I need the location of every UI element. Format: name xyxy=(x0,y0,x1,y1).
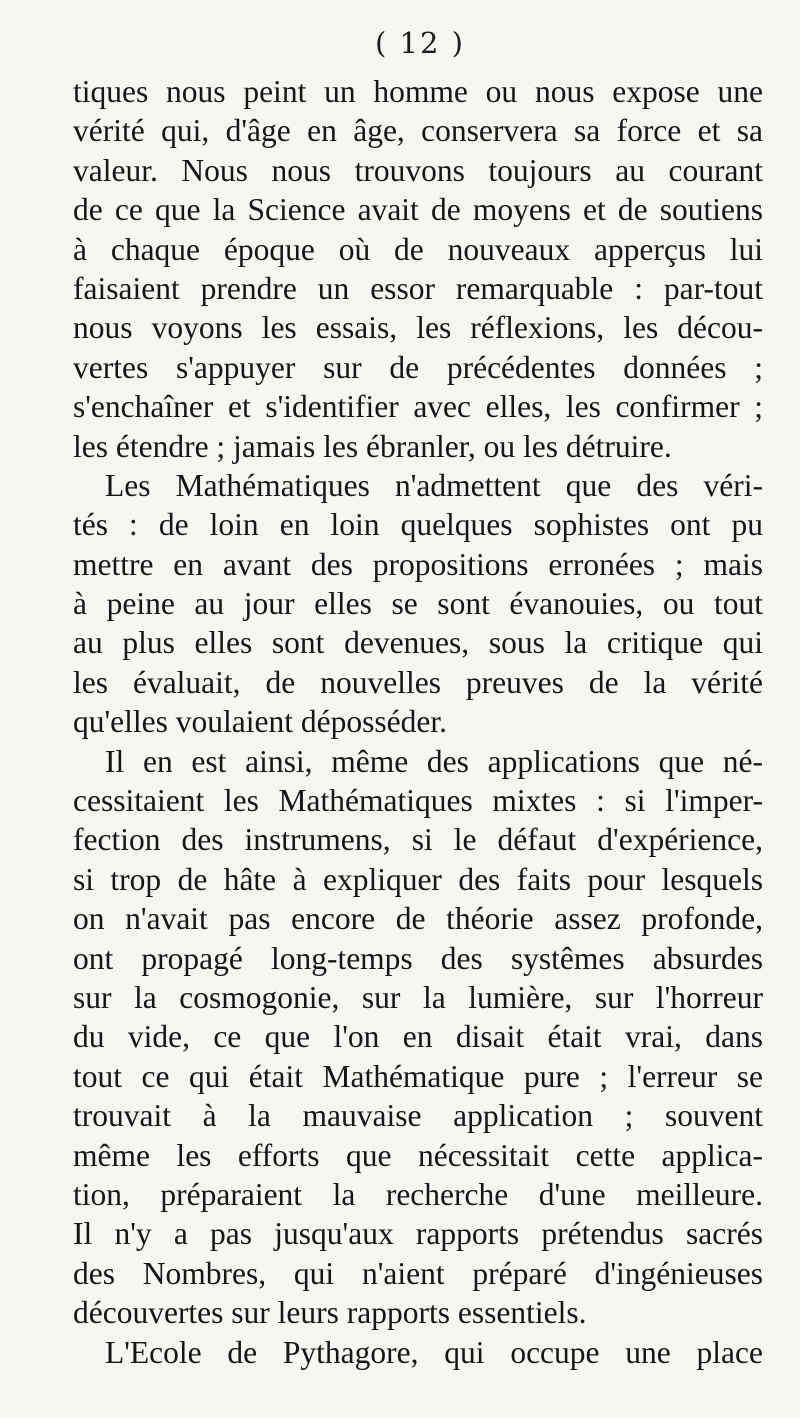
text-line: à peine au jour elles se sont évanouies, ou tout xyxy=(73,586,763,622)
text-line: au plus elles sont devenues, sous la critique qui xyxy=(73,625,763,661)
text-line: L'Ecole de Pythagore, qui occupe une place xyxy=(105,1334,763,1370)
text-line: Les Mathématiques n'admettent que des véri- xyxy=(105,467,763,503)
text-line: découvertes sur leurs rapports essentiels. xyxy=(73,1295,587,1331)
text-line: ont propagé long-temps des systêmes absurdes xyxy=(73,940,763,976)
text-line: tion, préparaient la recherche d'une meilleure. xyxy=(73,1176,763,1212)
text-line: fection des instrumens, si le défaut d'expérience, xyxy=(73,822,763,858)
text-line: qu'elles voulaient déposséder. xyxy=(73,704,447,740)
text-line: on n'avait pas encore de théorie assez profonde, xyxy=(73,901,763,937)
text-line: vertes s'appuyer sur de précédentes données ; xyxy=(73,349,763,385)
text-line: sur la cosmogonie, sur la lumière, sur l'horreur xyxy=(73,979,763,1015)
text-line: trouvait à la mauvaise application ; souvent xyxy=(73,1098,763,1134)
text-line: tés : de loin en loin quelques sophistes ont pu xyxy=(73,507,763,543)
text-line: vérité qui, d'âge en âge, conservera sa force et sa xyxy=(73,113,763,149)
text-line: faisaient prendre un essor remarquable : par-tout xyxy=(73,270,763,306)
text-line: tout ce qui était Mathématique pure ; l'erreur se xyxy=(73,1058,763,1094)
text-line: des Nombres, qui n'aient préparé d'ingénieuses xyxy=(73,1255,763,1291)
text-line: valeur. Nous nous trouvons toujours au courant xyxy=(73,152,763,188)
text-line: les évaluait, de nouvelles preuves de la vérité xyxy=(73,664,763,700)
text-line: du vide, ce que l'on en disait était vrai, dans xyxy=(73,1019,763,1055)
text-line: s'enchaîner et s'identifier avec elles, les confirmer ; xyxy=(73,389,763,425)
page-number: ( 12 ) xyxy=(375,26,465,60)
body-text xyxy=(73,72,763,1372)
text-line: Il n'y a pas jusqu'aux rapports prétendus sacrés xyxy=(73,1216,763,1252)
text-line: nous voyons les essais, les réflexions, les décou- xyxy=(73,310,763,346)
text-line: même les efforts que nécessitait cette applica- xyxy=(73,1137,763,1173)
text-line: tiques nous peint un homme ou nous expose une xyxy=(73,74,763,109)
text-line: les étendre ; jamais les ébranler, ou les détruire. xyxy=(73,428,672,464)
text-line: cessitaient les Mathématiques mixtes : si l'imper- xyxy=(73,783,763,819)
text-line: à chaque époque où de nouveaux apperçus lui xyxy=(73,231,763,267)
text-line: Il en est ainsi, même des applications que né- xyxy=(105,743,763,779)
text-line: si trop de hâte à expliquer des faits pour lesquels xyxy=(73,861,763,897)
text-line: de ce que la Science avait de moyens et de soutiens xyxy=(73,192,763,228)
text-line: mettre en avant des propositions erronées ; mais xyxy=(73,546,763,582)
